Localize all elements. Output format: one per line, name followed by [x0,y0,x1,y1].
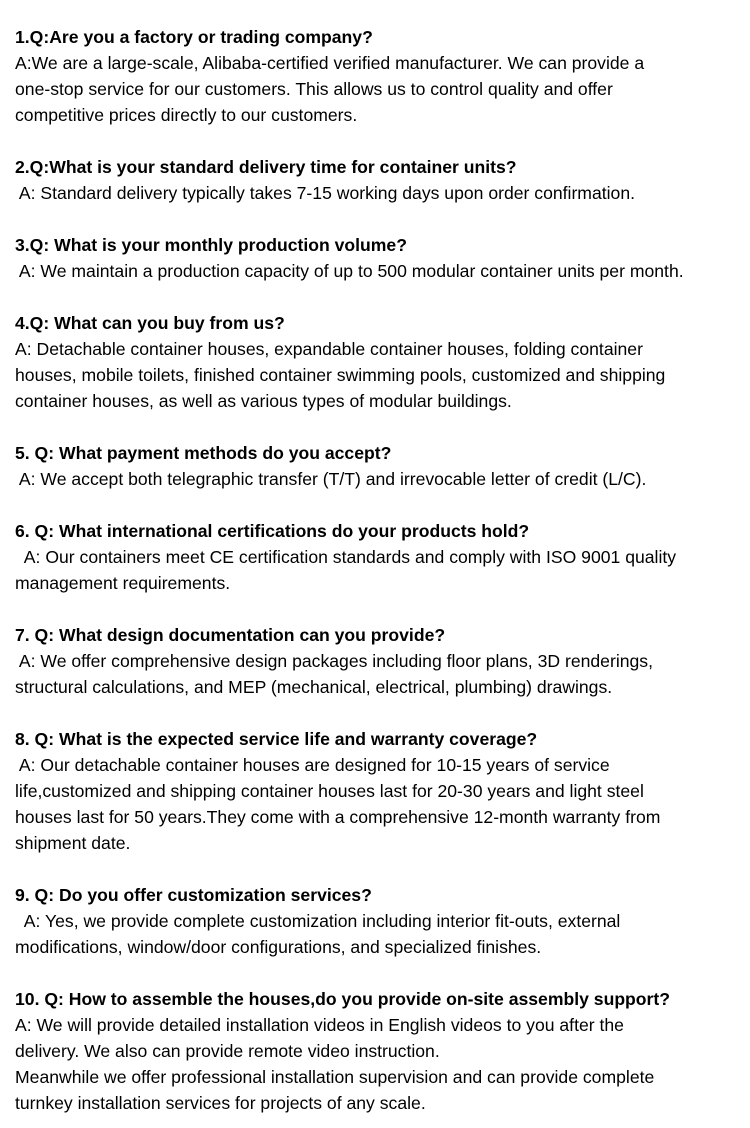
faq-answer-line: A: Standard delivery typically takes 7-15 working days upon order confirmation. [15,183,636,203]
faq-question: 9. Q: Do you offer customization services? [15,885,372,905]
faq-answer-line: A: We maintain a production capacity of up to 500 modular container units per month. [15,261,684,281]
faq-item [15,518,750,596]
faq-answer-line: A: Detachable container houses, expandable container houses, folding container [15,339,643,359]
faq-answer-line: houses last for 50 years.They come with a comprehensive 12-month warranty from [15,807,661,827]
faq-answer [15,50,737,128]
faq-list [15,24,750,1116]
faq-question: 10. Q: How to assemble the houses,do you provide on-site assembly support? [15,989,671,1009]
faq-item [15,154,750,206]
faq-answer-line: A: Our containers meet CE certification standards and comply with ISO 9001 quality [15,547,677,567]
faq-question: 6. Q: What international certifications do your products hold? [15,521,530,541]
faq-item [15,310,750,414]
faq-answer-line: turnkey installation services for projects of any scale. [15,1093,426,1113]
faq-answer-line: one-stop service for our customers. This allows us to control quality and offer [15,79,613,99]
faq-item [15,440,750,492]
faq-question: 7. Q: What design documentation can you provide? [15,625,446,645]
faq-answer [15,544,737,596]
faq-answer-line: container houses, as well as various types of modular buildings. [15,391,512,411]
faq-answer-line: houses, mobile toilets, finished container swimming pools, customized and shipping [15,365,666,385]
faq-answer-line: A: We offer comprehensive design packages including floor plans, 3D renderings, [15,651,653,671]
faq-item [15,986,750,1116]
faq-item [15,882,750,960]
faq-item [15,726,750,856]
faq-answer-line: competitive prices directly to our customers. [15,105,358,125]
faq-answer-line: A: We will provide detailed installation videos in English videos to you after the [15,1015,624,1035]
faq-answer-line: Meanwhile we offer professional installation supervision and can provide complete [15,1067,655,1087]
faq-answer-line: shipment date. [15,833,131,853]
faq-answer-line: modifications, window/door configurations, and specialized finishes. [15,937,542,957]
faq-answer [15,258,737,284]
faq-question: 8. Q: What is the expected service life and warranty coverage? [15,729,538,749]
faq-item [15,24,750,128]
faq-answer-line: management requirements. [15,573,231,593]
faq-answer [15,648,737,700]
faq-answer-line: A: We accept both telegraphic transfer (T/T) and irrevocable letter of credit (L/C). [15,469,647,489]
faq-item [15,622,750,700]
faq-answer-line: A:We are a large-scale, Alibaba-certified verified manufacturer. We can provide a [15,53,645,73]
faq-answer-line: A: Our detachable container houses are designed for 10-15 years of service [15,755,610,775]
faq-answer-line: structural calculations, and MEP (mechanical, electrical, plumbing) drawings. [15,677,613,697]
faq-question: 3.Q: What is your monthly production volume? [15,235,407,255]
faq-question: 2.Q:What is your standard delivery time for container units? [15,157,517,177]
faq-question: 5. Q: What payment methods do you accept? [15,443,392,463]
faq-answer-line: delivery. We also can provide remote video instruction. [15,1041,440,1061]
faq-question: 4.Q: What can you buy from us? [15,313,285,333]
faq-answer [15,1012,737,1116]
faq-answer-line: A: Yes, we provide complete customization including interior fit-outs, external [15,911,621,931]
faq-answer [15,336,737,414]
faq-item [15,232,750,284]
faq-answer-line: life,customized and shipping container houses last for 20-30 years and light steel [15,781,644,801]
faq-answer [15,466,737,492]
faq-answer [15,752,737,856]
faq-question: 1.Q:Are you a factory or trading company? [15,27,373,47]
faq-answer [15,180,737,206]
faq-answer [15,908,737,960]
